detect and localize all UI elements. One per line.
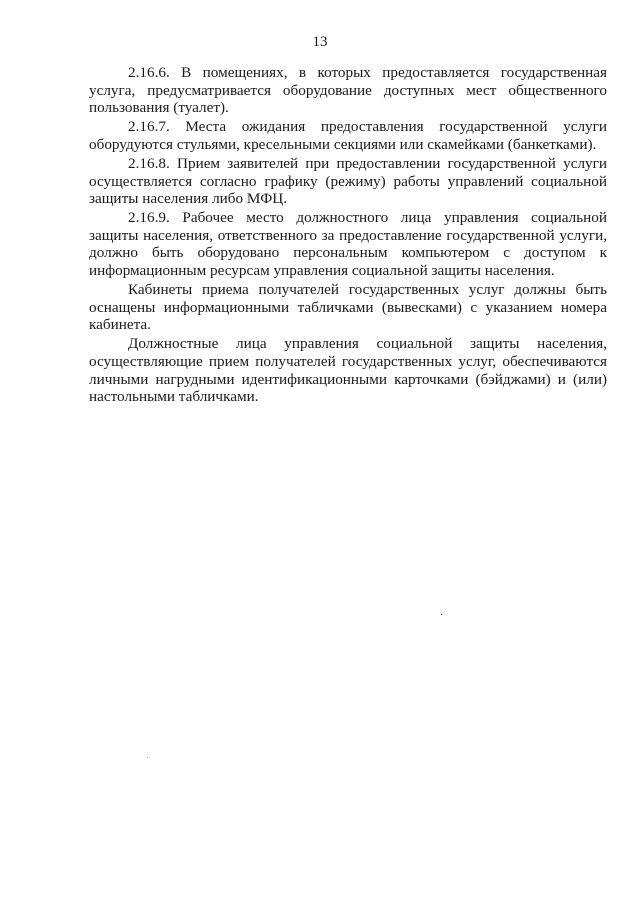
scan-speck [441, 614, 442, 615]
paragraph-2-16-6: 2.16.6. В помещениях, в которых предоставляется государственная услуга, предусматривается оборудование доступных мест общественного пользования (туалет). [89, 64, 607, 117]
paragraph-officials: Должностные лица управления социальной защиты населения, осуществляющие прием получателей государственных услуг, обеспечиваются личными нагрудными идентификационными карточками (бэйджами) и (или) настольными табличками. [89, 335, 607, 406]
paragraph-2-16-7: 2.16.7. Места ожидания предоставления государственной услуги оборудуются стульями, кресельными секциями или скамейками (банкетками). [89, 118, 607, 153]
paragraph-cabinets: Кабинеты приема получателей государственных услуг должны быть оснащены информационными табличками (вывесками) с указанием номера кабинета. [89, 281, 607, 334]
page-number: 13 [312, 34, 328, 50]
paragraph-2-16-9: 2.16.9. Рабочее место должностного лица управления социальной защиты населения, ответственного за предоставление государственной услуги, должно быть оборудовано персональным компьютером с доступом к информационным ресурсам управления социальной защиты населения. [89, 209, 607, 280]
document-body [89, 64, 607, 407]
scan-speck [147, 757, 148, 758]
paragraph-2-16-8: 2.16.8. Прием заявителей при предоставлении государственной услуги осуществляется согласно графику (режиму) работы управлений социальной защиты населения либо МФЦ. [89, 154, 607, 208]
